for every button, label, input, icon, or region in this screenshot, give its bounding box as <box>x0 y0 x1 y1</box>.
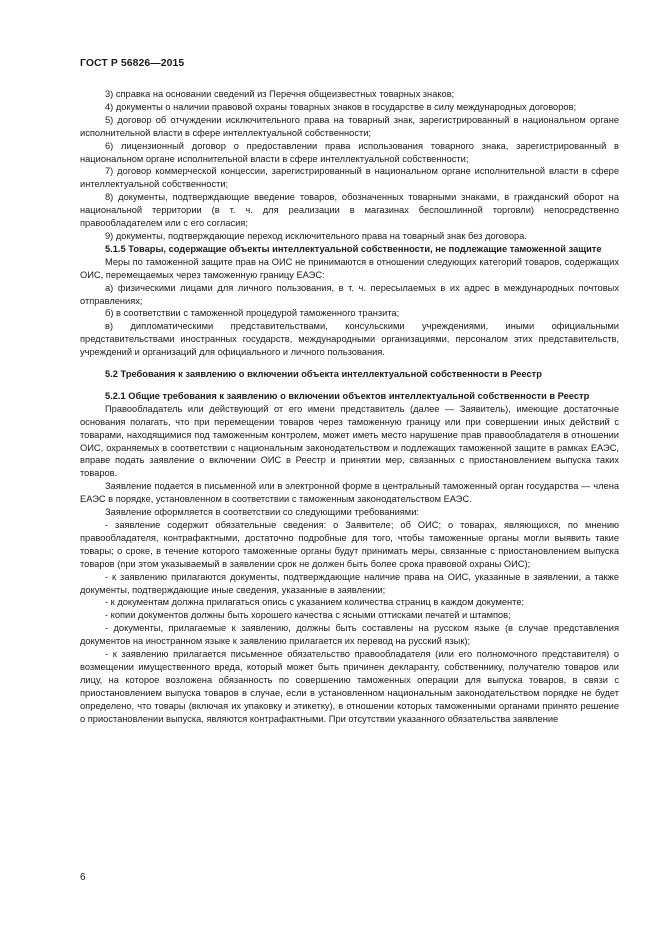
requirement-item-2: - к заявлению прилагаются документы, подтверждающие наличие права на ОИС, указанные в заявлении, а также документы, подтверждающие иные сведения, указанные в заявлении; <box>80 571 619 595</box>
section-heading-5-2-1: 5.2.1 Общие требования к заявлению о включении объектов интеллектуальной собственности в Реестр <box>105 390 590 401</box>
requirement-item-6: - к заявлению прилагается письменное обязательство правообладателя (или его полномочного представителя) о возмещении имущественного вреда, который может быть причинен декларанту, собственнику, получателю товаров или лицу, на которое возложена обязанность по совершению таможенных операции для выпуска товаров, в связи с приостановлением выпуска товаров в случае, если в установленном национальным законодательством порядке не будет определено, что товары (включая их упаковку и этикетку), в отношении которых таможенными органами принято решение о приостановлении выпуска, являются контрафактными. При отсутствии указанного обязательства заявление <box>80 649 619 724</box>
list-item-a: а) физическими лицами для личного пользования, в т. ч. пересылаемых в их адрес в международных почтовых отправлениях; <box>80 282 619 306</box>
section-heading-5-2: 5.2 Требования к заявлению о включении объекта интеллектуальной собственности в Реестр <box>105 369 542 380</box>
paragraph-submission: Заявление подается в письменной или в электронной форме в центральный таможенный орган государства — члена ЕАЭС в порядке, установленном в соответствии с таможенным законодательством ЕАЭС. <box>80 481 619 505</box>
section-heading-5-1-5: 5.1.5 Товары, содержащие объекты интеллектуальной собственности, не подлежащие таможенной защите <box>105 243 602 254</box>
list-item-6: 6) лицензионный договор о предоставлении права использования товарного знака, зарегистрированный в национальном органе исполнительной власти в сфере интеллектуальной собственности; <box>80 140 619 164</box>
paragraph-measures: Меры по таможенной защите прав на ОИС не принимаются в отношении следующих категорий товаров, содержащих ОИС, перемещаемых через таможенную границу ЕАЭС: <box>80 256 619 280</box>
requirement-item-5: - документы, прилагаемые к заявлению, должны быть составлены на русском языке (в случае представления документов на иностранном языке к заявлению прилагается их перевод на русский язык); <box>80 623 619 647</box>
document-header: ГОСТ Р 56826—2015 <box>80 58 185 69</box>
paragraph-requirements: Заявление оформляется в соответствии со следующими требованиями: <box>105 507 419 518</box>
requirement-item-3: - к документам должна прилагаться опись с указанием количества страниц в каждом документе; <box>105 597 525 608</box>
list-item-b: б) в соответствии с таможенной процедурой таможенного транзита; <box>105 308 400 319</box>
list-item-8: 8) документы, подтверждающие введение товаров, обозначенных товарными знаками, в гражданский оборот на национальной территории (в т. ч. для реализации в магазинах беспошлинной торговли) непосредственно правообладателем или с его согласия; <box>80 192 619 229</box>
paragraph-applicant: Правообладатель или действующий от его имени представитель (далее — Заявитель), имеющие достаточные основания полагать, что при перемещении товаров через таможенную границу или при совершении иных действий с товарами, находящимися под таможенным контролем, может иметь место нарушение прав правообладателя в отношении ОИС, охраняемых в соответствии с национальным законодательством и подлежащих таможенной защите в рамках ЕАЭС, вправе подать заявление о включении ОИС в Реестр и принятии мер, связанных с приостановлением выпуска таких товаров. <box>80 403 619 479</box>
page-number: 6 <box>80 872 86 883</box>
list-item-3: 3) справка на основании сведений из Перечня общеизвестных товарных знаков; <box>105 89 455 99</box>
list-item-v: в) дипломатическими представительствами, консульскими учреждениями, иными официальными представительствами иностранных государств, международными организациями, персоналом этих представительств, учреждений и организаций для официального и личного пользования. <box>80 321 619 358</box>
list-item-9: 9) документы, подтверждающие переход исключительного права на товарный знак без договора. <box>105 230 527 241</box>
requirement-item-4: - копии документов должны быть хорошего качества с ясными оттисками печатей и штампов; <box>105 610 511 621</box>
list-item-5: 5) договор об отчуждении исключительного права на товарный знак, зарегистрированный в национальном органе исполнительной власти в сфере интеллектуальной собственности; <box>80 114 619 138</box>
list-item-4: 4) документы о наличии правовой охраны товарных знаков в государстве в силу международных договоров; <box>105 101 577 112</box>
requirement-item-1: - заявление содержит обязательные сведения: о Заявителе; об ОИС; о товарах, являющихся, по мнению правообладателя, контрафактными, достаточно подробные для того, чтобы таможенные органы могли выявить такие товары; о сроке, в течение которого таможенные органы будут принимать меры, связанные с приостановлением выпуска товаров (при этом указываемый в заявлении срок не должен быть более срока правовой охраны ОИС); <box>80 520 619 569</box>
document-body <box>80 88 619 726</box>
list-item-7: 7) договор коммерческой концессии, зарегистрированный в национальном органе исполнительной власти в сфере интеллектуальной собственности; <box>80 166 619 190</box>
